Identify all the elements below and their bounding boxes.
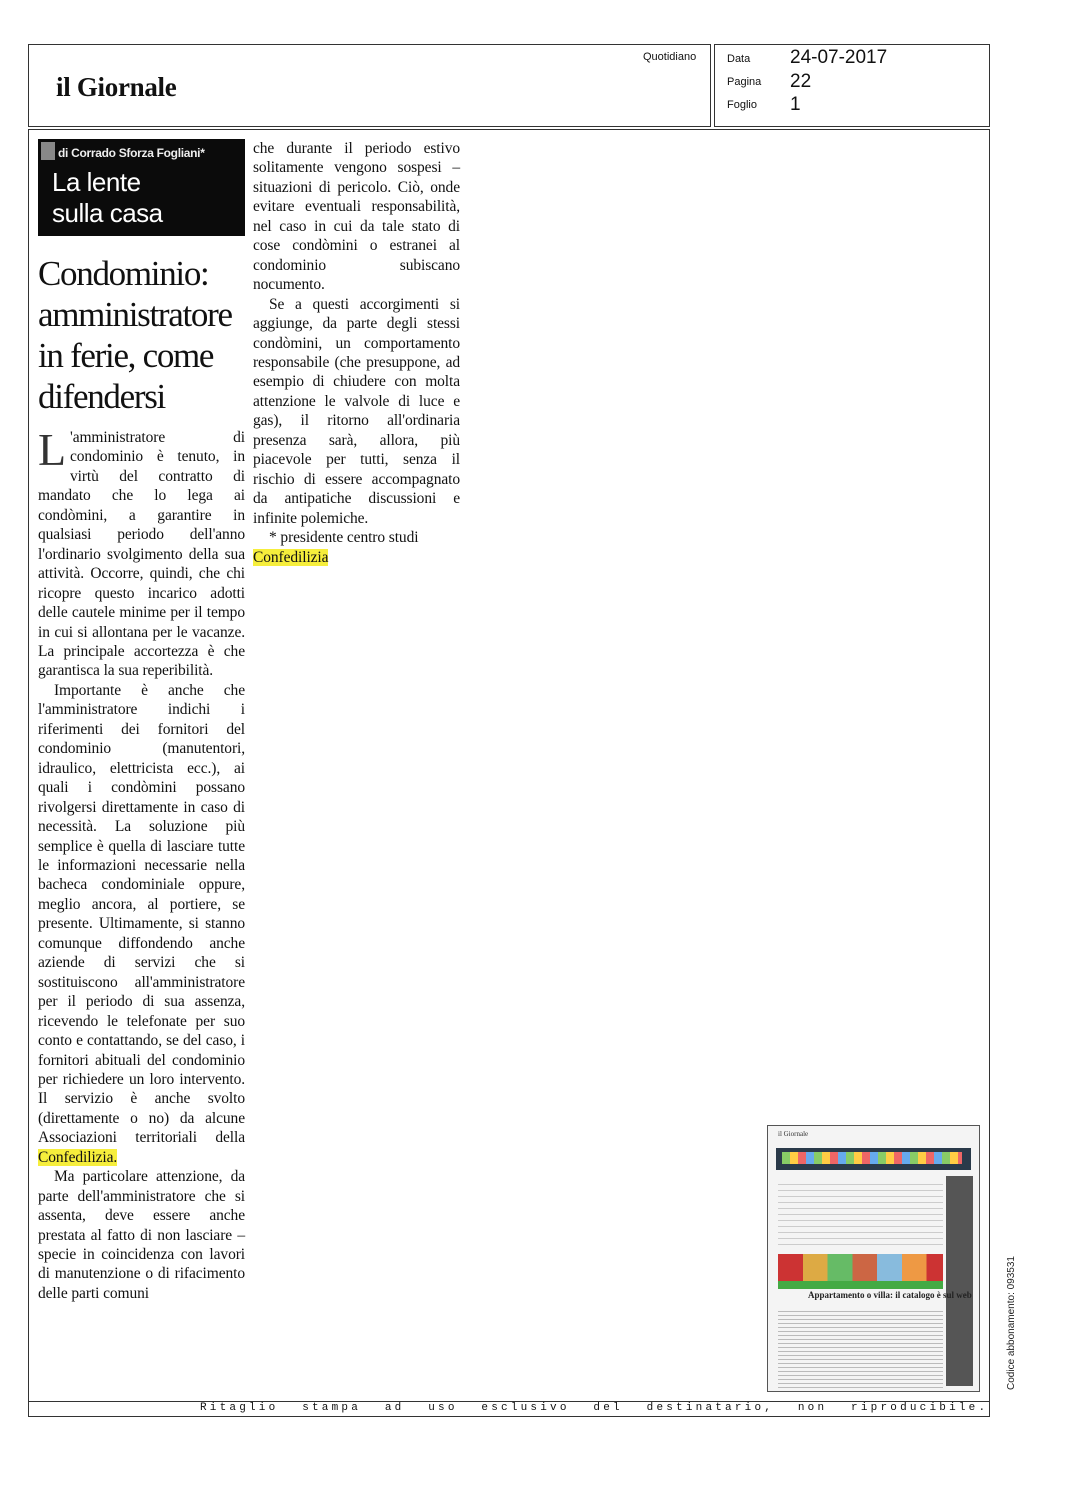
column-kicker — [52, 167, 163, 229]
article-headline: Condominio: amministratore in ferie, come difendersi — [38, 254, 232, 416]
thumbnail-text-block — [778, 1184, 943, 1246]
article-column-2 — [253, 139, 460, 567]
newspaper-logo: il Giornale — [56, 72, 177, 102]
article-column-1 — [38, 424, 245, 1303]
kicker-line-2: sulla casa — [52, 198, 163, 228]
thumbnail-banner-colors — [782, 1152, 962, 1164]
highlighted-keyword: Confedilizia — [253, 548, 329, 566]
page-thumbnail — [767, 1125, 980, 1392]
kicker-line-1: La lente — [52, 167, 141, 197]
author-note-org — [253, 548, 460, 567]
thumbnail-illustration — [778, 1254, 943, 1284]
page-label: Pagina — [727, 76, 762, 88]
paragraph — [38, 424, 245, 681]
thumbnail-title: Appartamento o villa: il catalogo è sul web — [808, 1290, 972, 1300]
paragraph: Se a questi accorgimenti si aggiunge, da parte degli stessi condòmini, un comportamento responsabile (che presuppone, ad esempio di chiudere con molta attenzione le valvole di luce e gas), il ritorno all'ordinaria presenza sarà, allora, più piacevole per tutti, senza il rischio di essere accompagnato da antipatiche discussioni e infinite polemiche. — [253, 295, 460, 527]
subscription-code: Codice abbonamento: 093531 — [1006, 1256, 1017, 1390]
paragraph: Ma particolare attenzione, da parte dell'amministratore che si assenta, deve essere anche prestata al fatto di non lasciare – specie in coincidenza con lavori di manutenzione o di rifacimento delle parti comuni — [38, 1168, 245, 1302]
article-byline: di Corrado Sforza Fogliani* — [58, 146, 205, 160]
thumbnail-masthead: il Giornale — [778, 1130, 809, 1138]
drop-cap: L — [38, 424, 66, 475]
author-portrait-icon — [41, 142, 55, 160]
footer-disclaimer: Ritaglio stampa ad uso esclusivo del destinatario, non riproducibile. — [200, 1402, 989, 1414]
date-label: Data — [727, 53, 751, 65]
paragraph-text: Importante è anche che l'amministratore indichi i riferimenti dei fornitori del condominio (manutentori, idraulico, elettricista ecc.), ai quali i condòmini possano rivolgersi direttamente in caso di necessità. La soluzione più semplice è quella di lasciare tutte le informazioni necessarie nella bacheca condominiale oppure, meglio ancora, al portiere, se presente. Ultimamente, si stanno comunque diffondendo anche aziende di servizi che si sostituiscono all'amministratore per il periodo di sua assenza, ricevendo le telefonate per suo conto e contattando, se del caso, i fornitori abituali del condominio per richiedere un loro intervento. Il servizio è anche svolto (direttamente o no) da alcune Associazioni territoriali della — [38, 681, 245, 1147]
thumbnail-illustration-ground — [778, 1281, 943, 1289]
date-value: 24-07-2017 — [790, 47, 888, 68]
publication-type: Quotidiano — [643, 51, 697, 63]
thumbnail-text-block — [778, 1311, 943, 1392]
sheet-label: Foglio — [727, 99, 757, 111]
sheet-value: 1 — [790, 94, 801, 115]
paragraph: che durante il periodo estivo solitamente vengono sospesi – situazioni di pericolo. Ciò, onde evitare eventuali responsabilità, nel caso in cui da tale stato di cose condòmini o estranei al condominio subiscano nocumento. — [253, 140, 460, 294]
paragraph-text: 'amministratore di condominio è tenuto, in virtù del contratto di mandato che lo lega ai condòmini, a garantire in qualsiasi periodo dell'anno l'ordinario svolgimento della sua attività. Occorre, quindi, che chi ricopre questo incarico adotti delle cautele minime per il tempo in cui si allontana per le vacanze. La principale accortezza è che garantisca la sua reperibilità. — [38, 429, 245, 680]
highlighted-keyword: Confedilizia. — [38, 1148, 118, 1166]
thumbnail-sidebar — [946, 1176, 973, 1386]
paragraph — [38, 681, 245, 1167]
page-value: 22 — [790, 71, 812, 92]
author-note: * presidente centro studi — [269, 529, 419, 547]
